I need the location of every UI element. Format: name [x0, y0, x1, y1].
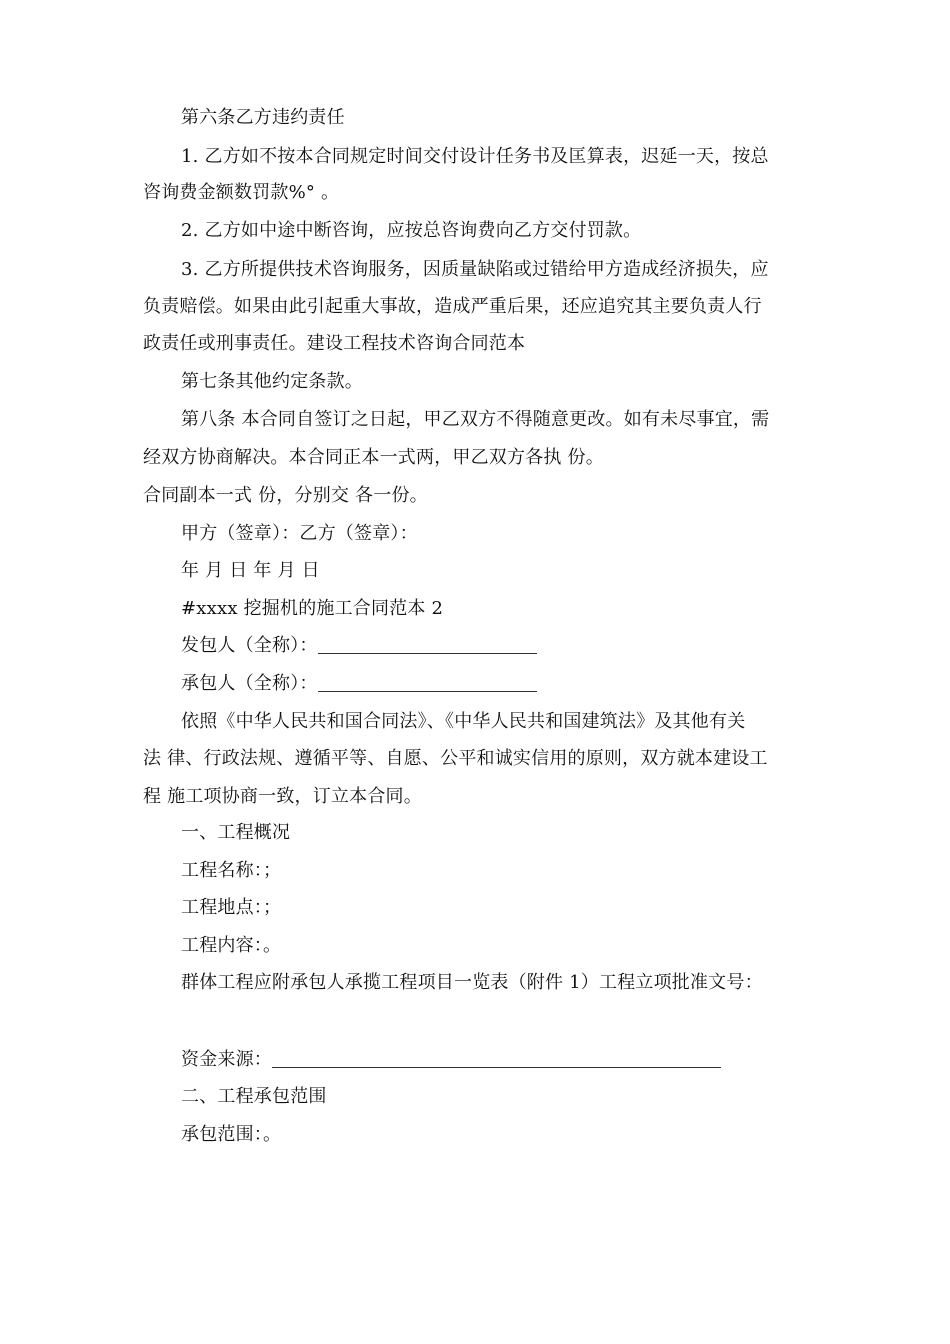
paragraph-line: 群体工程应附承包人承揽工程项目一览表（附件 1）工程立项批准文号： — [181, 972, 763, 993]
paragraph-line: 依照《中华人民共和国合同法》、《中华人民共和国建筑法》及其他有关 — [181, 711, 746, 732]
funding-source-row — [181, 1048, 721, 1072]
field-line: 工程地点：； — [181, 897, 282, 918]
field-line: 承包范围：。 — [181, 1124, 282, 1145]
section-heading: 一、工程概况 — [181, 822, 291, 843]
section-heading: 二、工程承包范围 — [181, 1086, 327, 1107]
section-title: #xxxx 挖掘机的施工合同范本 2 — [181, 598, 444, 619]
paragraph-line: 3. 乙方所提供技术咨询服务，因质量缺陷或过错给甲方造成经济损失，应 — [181, 259, 769, 280]
funding-source-blank — [272, 1049, 721, 1068]
paragraph-line: 政责任或刑事责任。建设工程技术咨询合同范本 — [143, 333, 526, 354]
paragraph-line: 经双方协商解决。本合同正本一式两，甲乙双方各执 份。 — [143, 447, 604, 468]
paragraph-line: 负责赔偿。如果由此引起重大事故，造成严重后果，还应追究其主要负责人行 — [143, 296, 762, 317]
signature-line: 甲方（签章）：乙方（签章）： — [181, 523, 418, 544]
article-6-heading: 第六条乙方违约责任 — [181, 107, 345, 128]
paragraph-line: 合同副本一式 份，分别交 各一份。 — [143, 485, 428, 506]
paragraph-line: 2. 乙方如中途中断咨询，应按总咨询费向乙方交付罚款。 — [181, 220, 642, 241]
employer-name-row — [181, 634, 537, 658]
employer-name-blank — [318, 635, 537, 654]
date-line: 年 月 日 年 月 日 — [181, 560, 320, 581]
paragraph-line: 咨询费金额数罚款%° 。 — [143, 182, 340, 203]
employer-label: 发包人（全称）： — [181, 635, 318, 656]
paragraph-line: 程 施工项协商一致，订立本合同。 — [143, 786, 422, 807]
funding-source-label: 资金来源： — [181, 1049, 272, 1070]
paragraph-line: 1. 乙方如不按本合同规定时间交付设计任务书及匡算表，迟延一天，按总 — [181, 146, 769, 167]
contractor-name-row — [181, 672, 537, 696]
paragraph-line: 第八条 本合同自签订之日起，甲乙双方不得随意更改。如有未尽事宜，需 — [181, 409, 770, 430]
paragraph-line: 法 律、行政法规、遵循平等、自愿、公平和诚实信用的原则，双方就本建设工 — [143, 748, 768, 769]
article-7-heading: 第七条其他约定条款。 — [181, 371, 363, 392]
field-line: 工程名称：； — [181, 860, 282, 881]
contractor-label: 承包人（全称）： — [181, 673, 318, 694]
field-line: 工程内容：。 — [181, 935, 282, 956]
contractor-name-blank — [318, 673, 537, 692]
